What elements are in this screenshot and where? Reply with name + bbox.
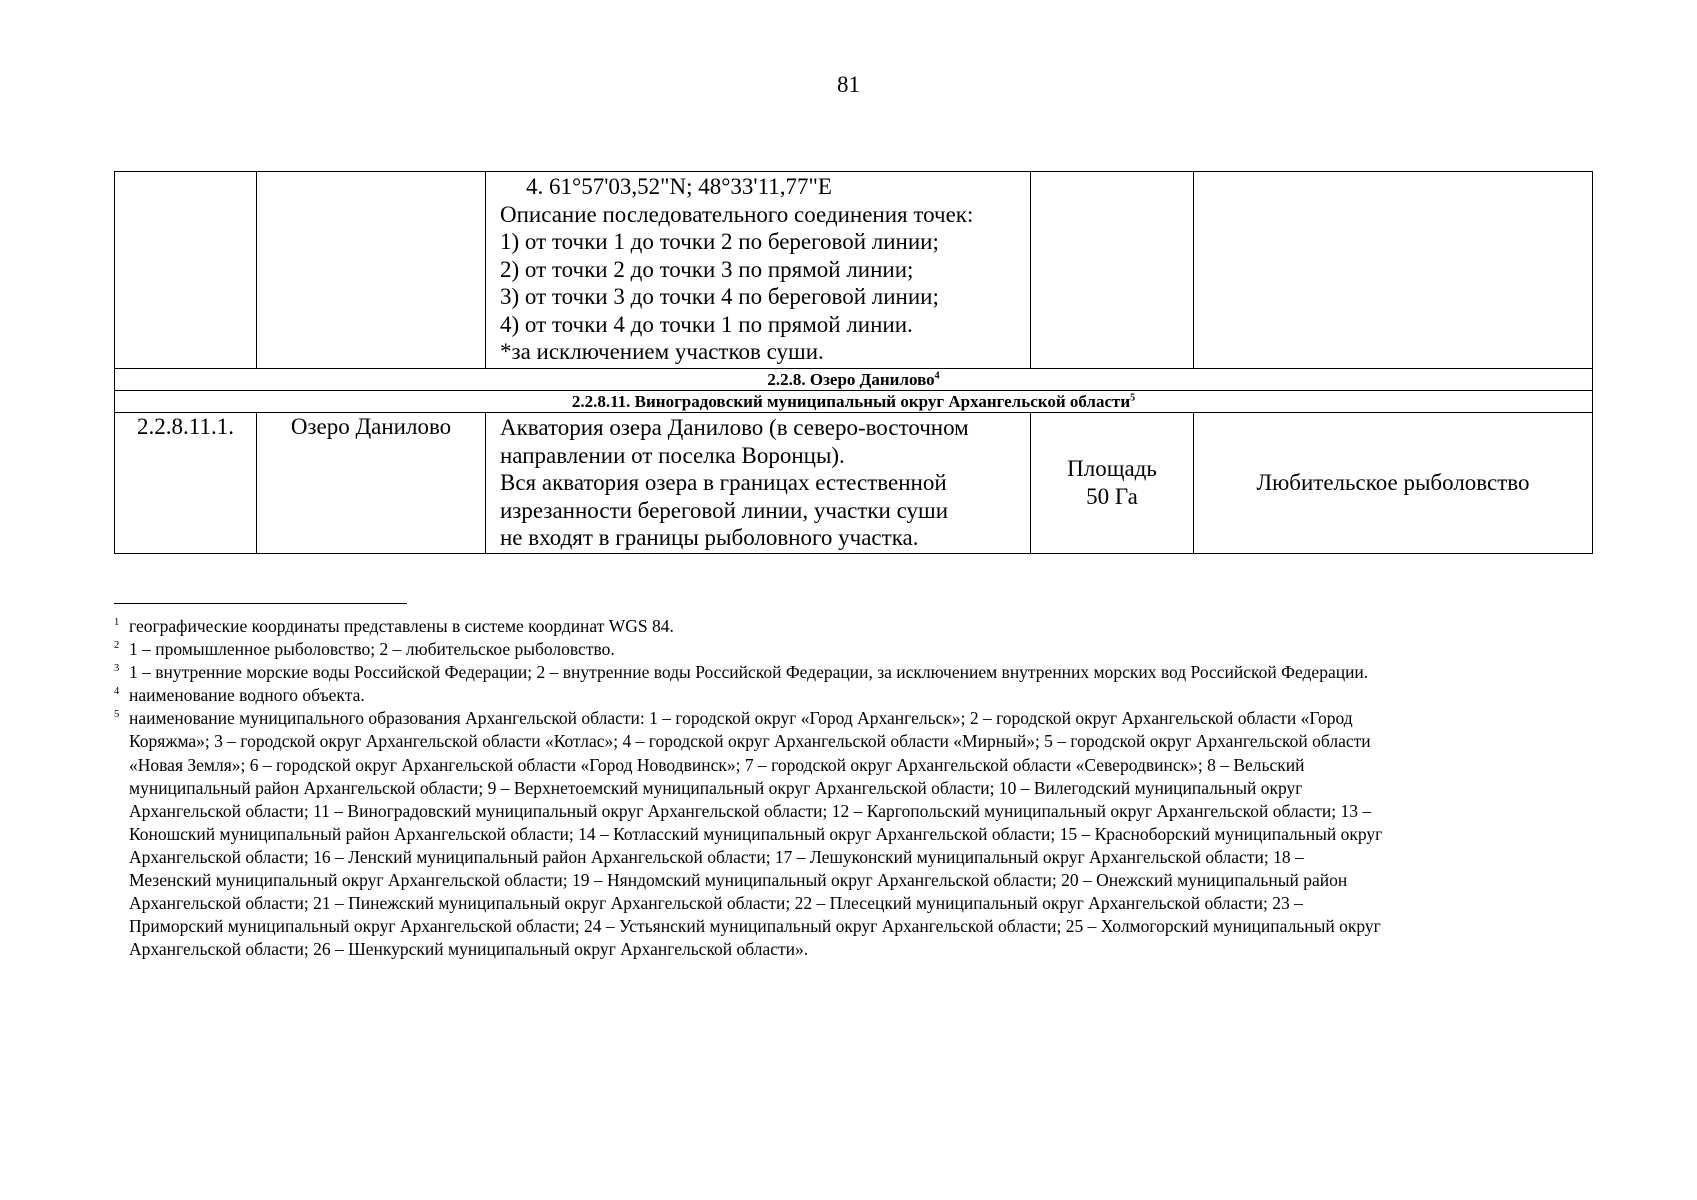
description-line: направлении от поселка Воронцы). <box>500 442 845 468</box>
area-number: 2.2.8.11.1. <box>115 413 257 554</box>
footnote-text: Архангельской области; 26 – Шенкурский муниципальный округ Архангельской области». <box>129 939 809 960</box>
footnotes <box>114 615 1599 961</box>
boundary-description-cell <box>486 172 1031 369</box>
footnote-ref: 4 <box>934 370 940 382</box>
section-header <box>115 369 1593 391</box>
footnote-text: наименование муниципального образования Архангельской области: 1 – городской округ «Город Архангельск»; 2 – городской округ Архангельской области «Город <box>129 708 1353 729</box>
area-label: Площадь <box>1067 456 1157 482</box>
footnote-separator <box>114 603 407 604</box>
connection-step: 3) от точки 3 до точки 4 по береговой линии; <box>500 284 939 309</box>
area-description-cell <box>486 413 1031 554</box>
footnote-text: Коношский муниципальный район Архангельской области; 14 – Котласский муниципальный округ Архангельской области; 15 – Красноборский муниципальный округ <box>129 823 1383 844</box>
page-number: 81 <box>837 72 860 97</box>
footnote-mark: 4 <box>114 686 120 698</box>
footnote-text: Архангельской области; 16 – Ленский муниципальный район Архангельской области; 17 – Лешуконский муниципальный округ Архангельской области; 18 – <box>129 846 1304 867</box>
subsection-header-text: 2.2.8.11. Виноградовский муниципальный округ Архангельской области <box>571 392 1131 411</box>
footnote-ref: 5 <box>1130 392 1136 404</box>
footnote-mark: 5 <box>114 709 120 721</box>
footnote-1 <box>114 615 1599 638</box>
section-header-row <box>115 369 1593 391</box>
continuation-row <box>115 172 1593 369</box>
footnote-mark: 3 <box>114 663 120 675</box>
area-value: 50 Га <box>1086 483 1138 509</box>
footnote-mark: 2 <box>114 640 120 652</box>
footnote-3 <box>114 661 1599 684</box>
footnote-text: наименование водного объекта. <box>129 685 365 706</box>
area-size-cell <box>1031 413 1194 554</box>
footnote-text: 1 – промышленное рыболовство; 2 – любительское рыболовство. <box>129 639 615 660</box>
land-exclusion-note: *за исключением участков суши. <box>500 339 824 364</box>
footnote-text: 1 – внутренние морские воды Российской Федерации; 2 – внутренние воды Российской Федерации, за исключением внутренних морских вод Российской Федерации. <box>129 662 1369 683</box>
connection-description-title: Описание последовательного соединения точек: <box>500 201 974 227</box>
fishing-type: Любительское рыболовство <box>1194 413 1593 554</box>
footnote-text: Архангельской области; 21 – Пинежский муниципальный округ Архангельской области; 22 – Плесецкий муниципальный округ Архангельской области; 23 – <box>129 893 1303 914</box>
footnote-text: географические координаты представлены в системе координат WGS 84. <box>129 616 674 636</box>
description-line: Акватория озера Данилово (в северо-восточном <box>500 415 969 440</box>
subsection-header <box>115 391 1593 413</box>
footnote-text: муниципальный район Архангельской области; 9 – Верхнетоемский муниципальный округ Архангельской области; 10 – Вилегодский муниципальный округ <box>129 777 1303 798</box>
coordinate-point-4: 4. 61°57'03,52"N; 48°33'11,77"E <box>526 174 832 199</box>
footnote-text: Архангельской области; 11 – Виноградовский муниципальный округ Архангельской области; 12 – Каргопольский муниципальный округ Архангельской области; 13 – <box>129 800 1372 821</box>
water-body-name: Озеро Данилово <box>257 413 486 554</box>
footnote-mark: 1 <box>114 617 120 628</box>
footnote-2 <box>114 638 1599 661</box>
description-line: не входят в границы рыболовного участка. <box>500 525 919 550</box>
section-header-text: 2.2.8. Озеро Данилово <box>767 370 935 389</box>
connection-step: 4) от точки 4 до точки 1 по прямой линии. <box>500 311 913 337</box>
fishing-area-row <box>115 413 1593 554</box>
subsection-header-row <box>115 391 1593 413</box>
fishing-areas-table <box>114 171 1593 554</box>
footnote-4 <box>114 684 1599 707</box>
connection-step: 2) от точки 2 до точки 3 по прямой линии; <box>500 256 914 282</box>
description-line: изрезанности береговой линии, участки суши <box>500 497 949 523</box>
footnote-text: Мезенский муниципальный округ Архангельской области; 19 – Няндомский муниципальный округ Архангельской области; 20 – Онежский муниципальный район <box>129 870 1348 891</box>
footnote-text: Коряжма»; 3 – городской округ Архангельской области «Котлас»; 4 – городской округ Архангельской области «Мирный»; 5 – городской округ Архангельской области <box>129 731 1371 752</box>
number-cell-empty <box>115 172 257 369</box>
fishing-type-cell-empty <box>1194 172 1593 369</box>
footnote-text: Приморский муниципальный округ Архангельской области; 24 – Устьянский муниципальный округ Архангельской области; 25 – Холмогорский муниципальный округ <box>129 916 1381 937</box>
connection-step: 1) от точки 1 до точки 2 по береговой линии; <box>500 229 939 254</box>
name-cell-empty <box>257 172 486 369</box>
footnote-text: «Новая Земля»; 6 – городской округ Архангельской области «Город Новодвинск»; 7 – городской округ Архангельской области «Северодвинск»; 8 – Вельский <box>129 754 1305 775</box>
description-line: Вся акватория озера в границах естественной <box>500 470 947 495</box>
area-cell-empty <box>1031 172 1194 369</box>
footnote-5 <box>114 707 1599 961</box>
